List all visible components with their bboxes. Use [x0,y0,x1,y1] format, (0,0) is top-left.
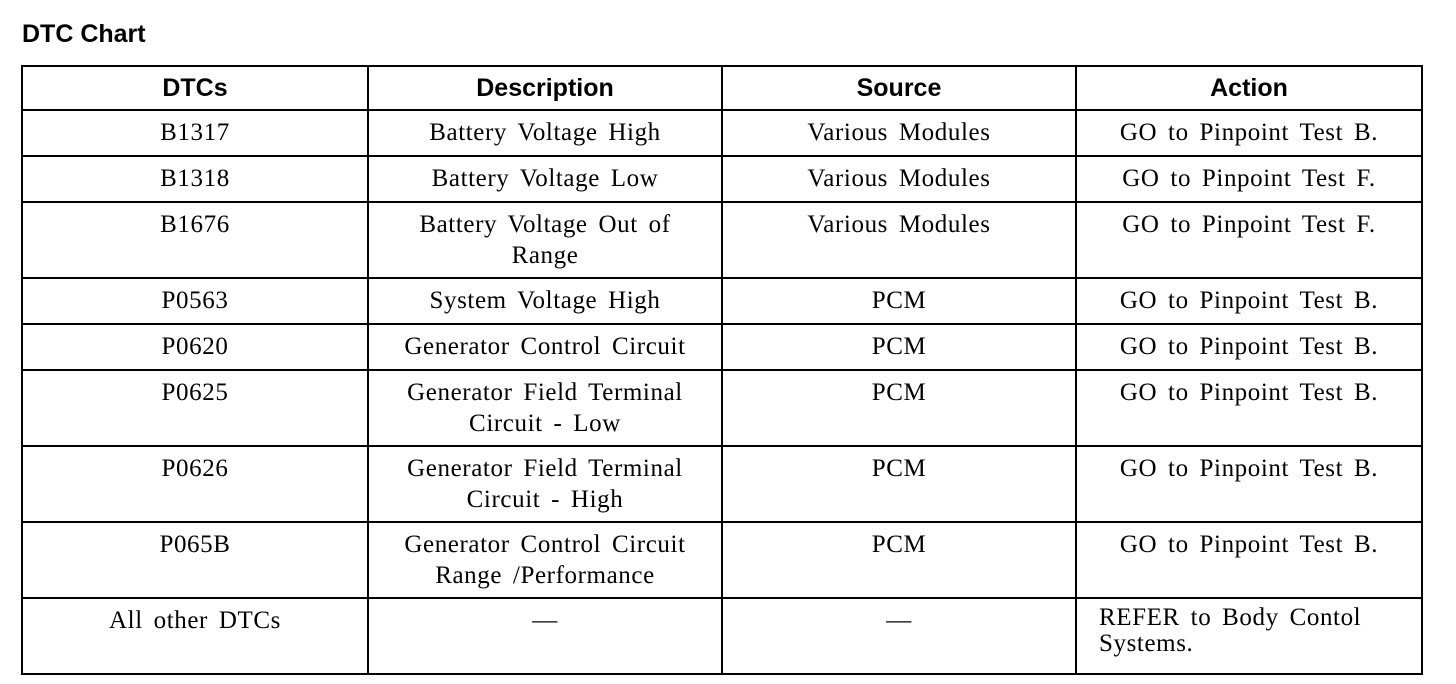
dtc-code: P065B [159,531,231,558]
dtc-code: B1676 [160,211,230,238]
dtc-description: Generator Control Circuit Range /Performance [404,531,686,589]
source-cell [722,156,1076,202]
dtc-action: GO to Pinpoint Test F. [1122,165,1376,192]
action-cell [1076,278,1422,324]
action-cell [1076,370,1422,446]
dtc-description: Battery Voltage Out of Range [419,211,671,269]
dtc-description: Generator Field Terminal Circuit - High [407,455,683,513]
source-cell [722,202,1076,278]
dtc-code: P0620 [161,333,229,360]
dtc-action: GO to Pinpoint Test B. [1119,531,1379,558]
action-cell [1076,324,1422,370]
dtc-code: P0563 [161,287,229,314]
column-header-action: Action [1076,66,1422,110]
description-cell [368,324,722,370]
dtc-cell [22,278,368,324]
dtc-action: REFER to Body Contol Systems. [1099,604,1362,657]
dtc-description: Generator Field Terminal Circuit - Low [407,379,683,437]
column-header-source: Source [722,66,1076,110]
dtc-action: GO to Pinpoint Test B. [1119,455,1379,482]
dtc-source: PCM [871,379,927,406]
column-header-dtcs: DTCs [22,66,368,110]
dtc-action: GO to Pinpoint Test B. [1119,379,1379,406]
source-cell [722,278,1076,324]
source-cell [722,370,1076,446]
description-cell [368,202,722,278]
action-cell [1076,202,1422,278]
table-row [22,324,1422,370]
dtc-description: Battery Voltage High [429,119,661,146]
dtc-action: GO to Pinpoint Test F. [1122,211,1376,238]
description-cell [368,278,722,324]
table-row [22,522,1422,598]
dtc-cell [22,598,368,674]
dtc-code: P0625 [161,379,229,406]
table-row [22,278,1422,324]
dtc-description: — [532,607,558,634]
dtc-cell [22,522,368,598]
dtc-action: GO to Pinpoint Test B. [1119,119,1379,146]
action-cell [1076,598,1422,674]
dtc-table [21,65,1423,675]
table-row [22,370,1422,446]
dtc-code: B1318 [160,165,230,192]
dtc-source: — [886,607,912,634]
dtc-action: GO to Pinpoint Test B. [1119,333,1379,360]
source-cell [722,110,1076,156]
description-cell [368,370,722,446]
dtc-cell [22,110,368,156]
table-row [22,598,1422,674]
action-cell [1076,522,1422,598]
action-cell [1076,110,1422,156]
dtc-source: PCM [871,531,927,558]
description-cell [368,156,722,202]
dtc-source: PCM [871,287,927,314]
source-cell [722,324,1076,370]
dtc-source: PCM [871,333,927,360]
source-cell [722,522,1076,598]
action-cell [1076,156,1422,202]
dtc-code: B1317 [160,119,230,146]
dtc-source: Various Modules [807,165,991,192]
dtc-action: GO to Pinpoint Test B. [1119,287,1379,314]
source-cell [722,598,1076,674]
dtc-cell [22,324,368,370]
description-cell [368,598,722,674]
table-row [22,446,1422,522]
dtc-source: Various Modules [807,119,991,146]
column-header-description: Description [368,66,722,110]
table-row [22,110,1422,156]
description-cell [368,522,722,598]
dtc-description: Generator Control Circuit [404,333,686,360]
dtc-source: PCM [871,455,927,482]
dtc-description: System Voltage High [429,287,661,314]
dtc-code: All other DTCs [109,607,281,634]
table-row [22,156,1422,202]
page-title: DTC Chart [22,20,146,48]
dtc-cell [22,446,368,522]
table-row [22,202,1422,278]
dtc-code: P0626 [161,455,229,482]
dtc-cell [22,202,368,278]
table-header-row [22,66,1422,110]
action-cell [1076,446,1422,522]
dtc-cell [22,370,368,446]
description-cell [368,110,722,156]
description-cell [368,446,722,522]
dtc-source: Various Modules [807,211,991,238]
source-cell [722,446,1076,522]
dtc-cell [22,156,368,202]
dtc-description: Battery Voltage Low [431,165,659,192]
